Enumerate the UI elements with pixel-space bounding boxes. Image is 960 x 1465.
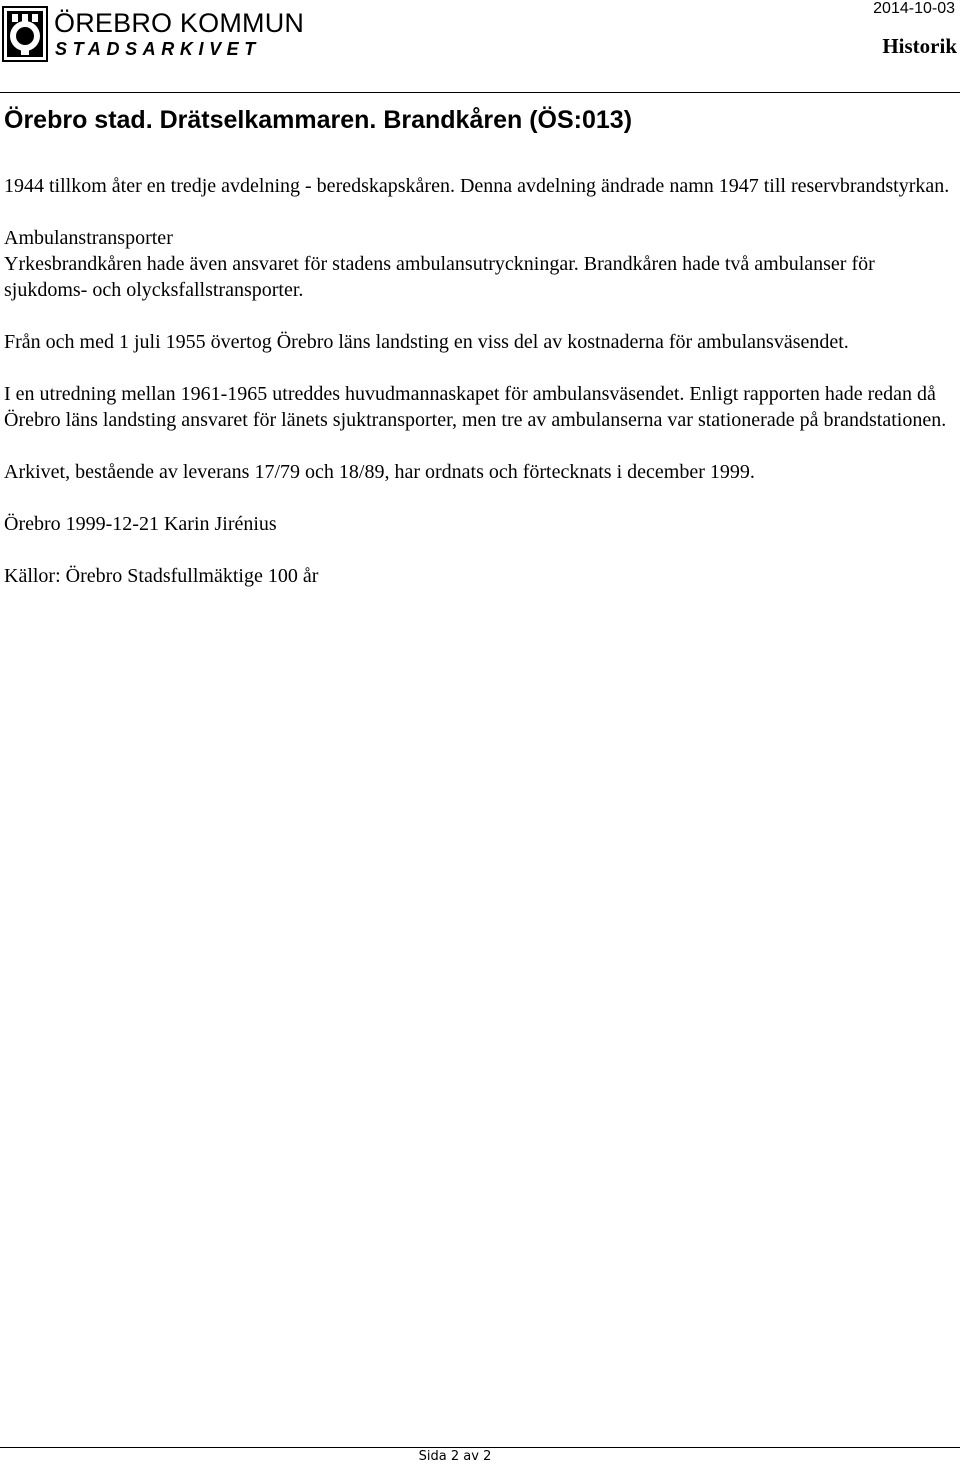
logo-subtitle: STADSARKIVET: [55, 39, 261, 59]
footer-divider: [0, 1447, 960, 1448]
paragraph-arkivet: Arkivet, bestående av leverans 17/79 och 18/89, har ordnats och förtecknats i december 1999.: [4, 461, 755, 483]
document-body: [4, 173, 954, 615]
logo-name: ÖREBRO KOMMUN: [54, 8, 305, 38]
orebro-kommun-logo: [2, 6, 305, 62]
document-category: Historik: [882, 34, 957, 58]
paragraph-utredning: I en utredning mellan 1961-1965 utreddes huvudmannaskapet för ambulansväsendet. Enligt rapporten hade redan då Örebro läns landsting ansvaret för länets sjuktransporter, men tre av ambulanserna var stationerade på brandstationen.: [4, 383, 947, 431]
paragraph-landsting-1955: Från och med 1 juli 1955 övertog Örebro läns landsting en viss del av kostnaderna för ambulansväsendet.: [4, 331, 849, 353]
page-number: Sida 2 av 2: [418, 1449, 492, 1464]
paragraph-kallor: Källor: Örebro Stadsfullmäktige 100 år: [4, 565, 319, 587]
paragraph-beredskapskaren: 1944 tillkom åter en tredje avdelning - beredskapskåren. Denna avdelning ändrade namn 1947 till reservbrandstyrkan.: [4, 175, 950, 197]
paragraph-signature: Örebro 1999-12-21 Karin Jirénius: [4, 513, 277, 535]
page-header: [0, 0, 960, 93]
document-title: Örebro stad. Drätselkammaren. Brandkåren (ÖS:013): [4, 106, 633, 134]
page-footer: [0, 1447, 960, 1465]
document-date: 2014-10-03: [873, 0, 955, 17]
section-ambulanstransporter: [4, 225, 954, 303]
paragraph-ambulansutryckningar: Yrkesbrandkåren hade även ansvaret för stadens ambulansutryckningar. Brandkåren hade två ambulanser för sjukdoms- och olycksfallstransporter.: [4, 253, 875, 301]
city-crest-icon: [2, 6, 48, 62]
section-heading: Ambulanstransporter: [4, 227, 173, 249]
